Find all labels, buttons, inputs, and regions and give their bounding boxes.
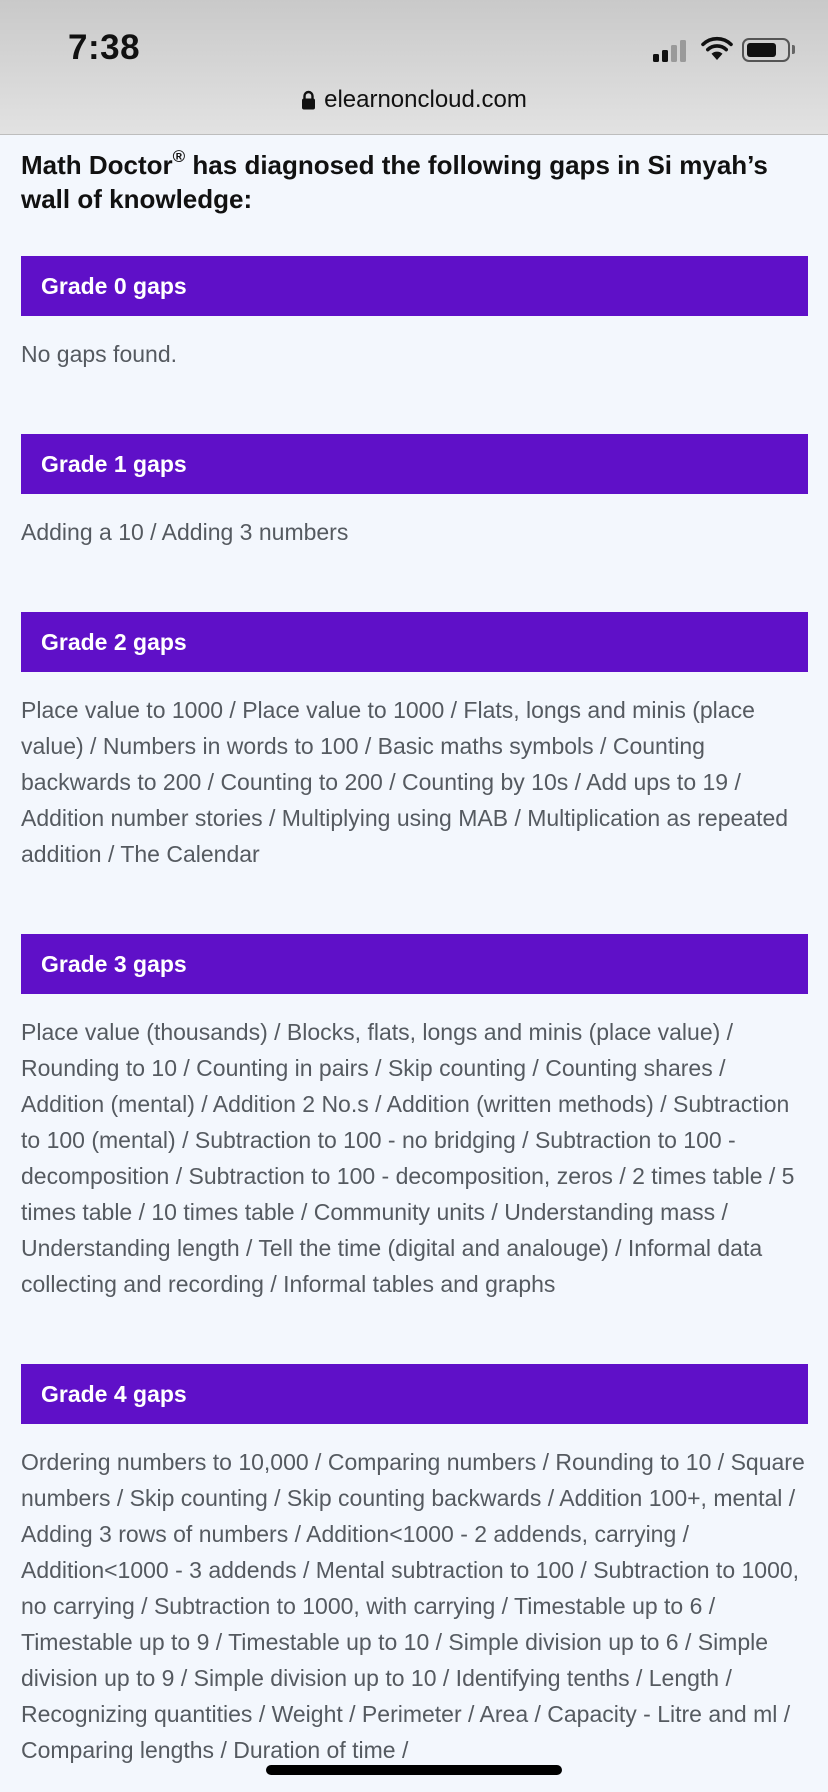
grade-0-gaps: No gaps found. [21,341,178,367]
intro-heading [21,148,808,216]
battery-fill [747,43,776,57]
home-indicator[interactable] [266,1765,562,1775]
grade-3-section [21,934,808,1302]
grade-1-gaps: Adding a 10 / Adding 3 numbers [21,519,349,545]
grade-4-section [21,1364,808,1768]
grade-2-section [21,612,808,872]
battery-cap [792,45,795,54]
status-bar [0,0,828,135]
url-bar[interactable] [0,86,828,114]
url-text: elearnoncloud.com [324,86,527,113]
signal-icon [653,40,689,62]
battery-icon [742,38,790,62]
grade-4-header: Grade 4 gaps [21,1364,808,1424]
status-time: 7:38 [68,28,141,67]
grade-4-gaps: Ordering numbers to 10,000 / Comparing numbers / Rounding to 10 / Square numbers / Skip counting / Skip counting backwards / Addition 100+, mental / Adding 3 rows of numbers / Addition<1000 - 2 addends, carrying / Addition<1000 - 3 addends / Mental subtraction to 100 / Subtraction to 1000, no carrying / Subtraction to 1000, with carrying / Timestable up to 6 / Timestable up to 9 / Timestable up to 10 / Simple division up to 6 / Simple division up to 9 / Simple division up to 10 / Identifying tenths / Length / Recognizing quantities / Weight / Perimeter / Area / Capacity - Litre and ml / Comparing lengths / Duration of time / [21,1449,805,1763]
grade-3-gaps: Place value (thousands) / Blocks, flats, longs and minis (place value) / Rounding to 10 / Counting in pairs / Skip counting / Counting shares / Addition (mental) / Addition 2 No.s / Addition (written methods) / Subtraction to 100 (mental) / Subtraction to 100 - no bridging / Subtraction to 100 - decomposition / Subtraction to 100 - decomposition, zeros / 2 times table / 5 times table / 10 times table / Community units / Understanding mass / Understanding length / Tell the time (digital and analouge) / Informal data collecting and recording / Informal tables and graphs [21,1019,795,1297]
registered-mark: ® [172,147,186,167]
grade-1-header: Grade 1 gaps [21,434,808,494]
wifi-icon [700,36,734,62]
grade-3-header: Grade 3 gaps [21,934,808,994]
intro-text: has diagnosed the following gaps in Si myah’s wall of knowledge: [21,150,768,214]
grade-0-section [21,256,808,372]
lock-icon [301,90,316,110]
grade-2-gaps: Place value to 1000 / Place value to 1000 / Flats, longs and minis (place value) / Numbers in words to 100 / Basic maths symbols / Counting backwards to 200 / Counting to 200 / Counting by 10s / Add ups to 19 / Addition number stories / Multiplying using MAB / Multiplication as repeated addition / The Calendar [21,697,789,867]
grade-2-header: Grade 2 gaps [21,612,808,672]
grade-1-section [21,434,808,550]
brand-name: Math Doctor [21,150,173,180]
page-content [21,148,808,1768]
grade-0-header: Grade 0 gaps [21,256,808,316]
